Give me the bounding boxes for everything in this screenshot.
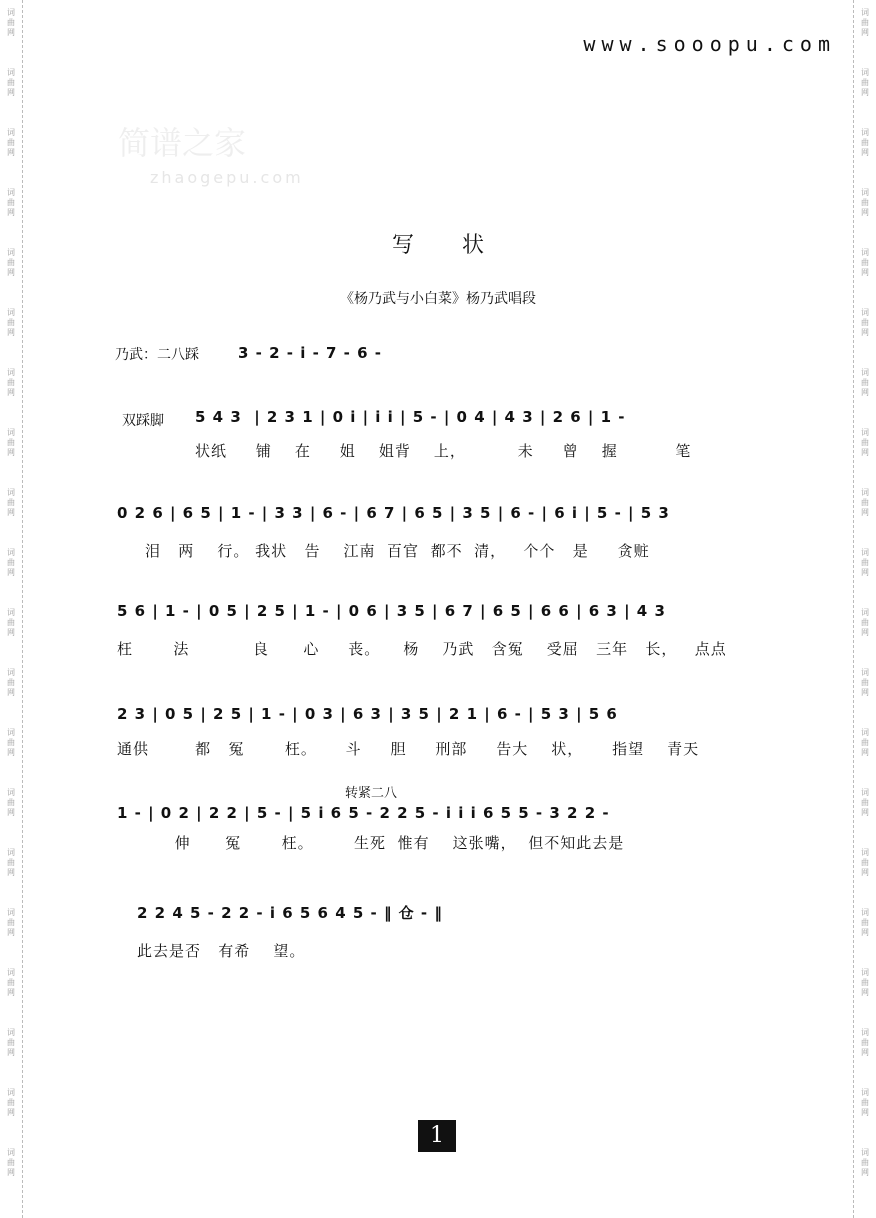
margin-mark: 词 曲 网 bbox=[861, 188, 869, 217]
notation-row: 2 2 4 5 - 2 2 - i 6 5 6 4 5 - ‖ 仓 - ‖ bbox=[137, 904, 443, 922]
margin-mark: 词 曲 网 bbox=[861, 968, 869, 997]
margin-mark: 词 曲 网 bbox=[861, 1088, 869, 1117]
margin-mark: 词 曲 网 bbox=[861, 728, 869, 757]
margin-mark: 词 曲 网 bbox=[861, 428, 869, 457]
margin-mark: 词 曲 网 bbox=[861, 248, 869, 277]
watermark-url: zhaogepu.com bbox=[150, 168, 304, 187]
lyric-row: 状纸 铺 在 姐 姐背 上， 未 曾 握 笔 bbox=[195, 442, 692, 460]
margin-mark: 词 曲 网 bbox=[7, 788, 15, 817]
margin-mark: 词 曲 网 bbox=[7, 908, 15, 937]
margin-mark: 词 曲 网 bbox=[861, 1028, 869, 1057]
margin-mark: 词 曲 网 bbox=[7, 608, 15, 637]
margin-mark: 词 曲 网 bbox=[7, 308, 15, 337]
margin-mark: 词 曲 网 bbox=[861, 548, 869, 577]
notation-row: 5 4 3 | 2 3 1 | 0 i | i i | 5 - | 0 4 | 4 3 | 2 6 | 1 - bbox=[195, 408, 626, 426]
lyric-row: 此去是否 有希 望。 bbox=[137, 942, 306, 960]
margin-mark: 词 曲 网 bbox=[7, 8, 15, 37]
watermark-logo: 简谱之家 bbox=[118, 124, 247, 162]
margin-mark: 词 曲 网 bbox=[7, 1088, 15, 1117]
page-number: 1 bbox=[418, 1120, 456, 1152]
lyric-row: 伸 冤 枉。 生死 惟有 这张嘴， 但不知此去是 bbox=[117, 834, 625, 852]
margin-mark: 词 曲 网 bbox=[7, 548, 15, 577]
tempo-marking: 转紧二八 bbox=[345, 786, 398, 801]
margin-mark: 词 曲 网 bbox=[7, 668, 15, 697]
row-label: 乃武：二八踩 bbox=[115, 347, 199, 363]
page-title: 写状 bbox=[391, 233, 532, 258]
left-margin-strip bbox=[0, 0, 23, 1218]
notation-row: 2 3 | 0 5 | 2 5 | 1 - | 0 3 | 6 3 | 3 5 | 2 1 | 6 - | 5 3 | 5 6 bbox=[117, 705, 618, 723]
margin-mark: 词 曲 网 bbox=[861, 308, 869, 337]
margin-mark: 词 曲 网 bbox=[7, 428, 15, 457]
lyric-row: 通供 都 冤 枉。 斗 胆 刑部 告大 状， 指望 青天 bbox=[117, 740, 700, 758]
margin-mark: 词 曲 网 bbox=[7, 728, 15, 757]
row-label: 双踩脚 bbox=[122, 413, 164, 429]
margin-mark: 词 曲 网 bbox=[7, 848, 15, 877]
margin-mark: 词 曲 网 bbox=[861, 68, 869, 97]
margin-mark: 词 曲 网 bbox=[7, 488, 15, 517]
margin-mark: 词 曲 网 bbox=[861, 908, 869, 937]
margin-mark: 词 曲 网 bbox=[7, 968, 15, 997]
margin-mark: 词 曲 网 bbox=[861, 668, 869, 697]
margin-mark: 词 曲 网 bbox=[861, 368, 869, 397]
notation-row: 3 - 2 - i - 7 - 6 - bbox=[238, 344, 383, 362]
margin-mark: 词 曲 网 bbox=[861, 128, 869, 157]
page-subtitle: 《杨乃武与小白菜》杨乃武唱段 bbox=[340, 291, 536, 307]
margin-mark: 词 曲 网 bbox=[861, 1148, 869, 1177]
notation-row: 1 - | 0 2 | 2 2 | 5 - | 5 i 6 5 - 2 2 5 - i i i 6 5 5 - 3 2 2 - bbox=[117, 804, 610, 822]
notation-row: 0 2 6 | 6 5 | 1 - | 3 3 | 6 - | 6 7 | 6 5 | 3 5 | 6 - | 6 i | 5 - | 5 3 bbox=[117, 504, 670, 522]
margin-mark: 词 曲 网 bbox=[7, 1028, 15, 1057]
margin-mark: 词 曲 网 bbox=[7, 68, 15, 97]
right-margin-strip bbox=[853, 0, 876, 1218]
margin-mark: 词 曲 网 bbox=[7, 188, 15, 217]
notation-row: 5 6 | 1 - | 0 5 | 2 5 | 1 - | 0 6 | 3 5 | 6 7 | 6 5 | 6 6 | 6 3 | 4 3 bbox=[117, 602, 666, 620]
lyric-row: 泪 两 行。 我状 告 江南 百官 都不 清， 个个 是 贪赃 bbox=[145, 542, 650, 560]
margin-mark: 词 曲 网 bbox=[861, 8, 869, 37]
margin-mark: 词 曲 网 bbox=[7, 248, 15, 277]
margin-mark: 词 曲 网 bbox=[7, 1148, 15, 1177]
margin-mark: 词 曲 网 bbox=[861, 848, 869, 877]
margin-mark: 词 曲 网 bbox=[861, 488, 869, 517]
margin-mark: 词 曲 网 bbox=[861, 608, 869, 637]
margin-mark: 词 曲 网 bbox=[7, 128, 15, 157]
margin-mark: 词 曲 网 bbox=[861, 788, 869, 817]
margin-mark: 词 曲 网 bbox=[7, 368, 15, 397]
site-url: www.sooopu.com bbox=[583, 32, 836, 56]
lyric-row: 枉 法 良 心 丧。 杨 乃武 含冤 受屈 三年 长， 点点 bbox=[117, 640, 727, 658]
